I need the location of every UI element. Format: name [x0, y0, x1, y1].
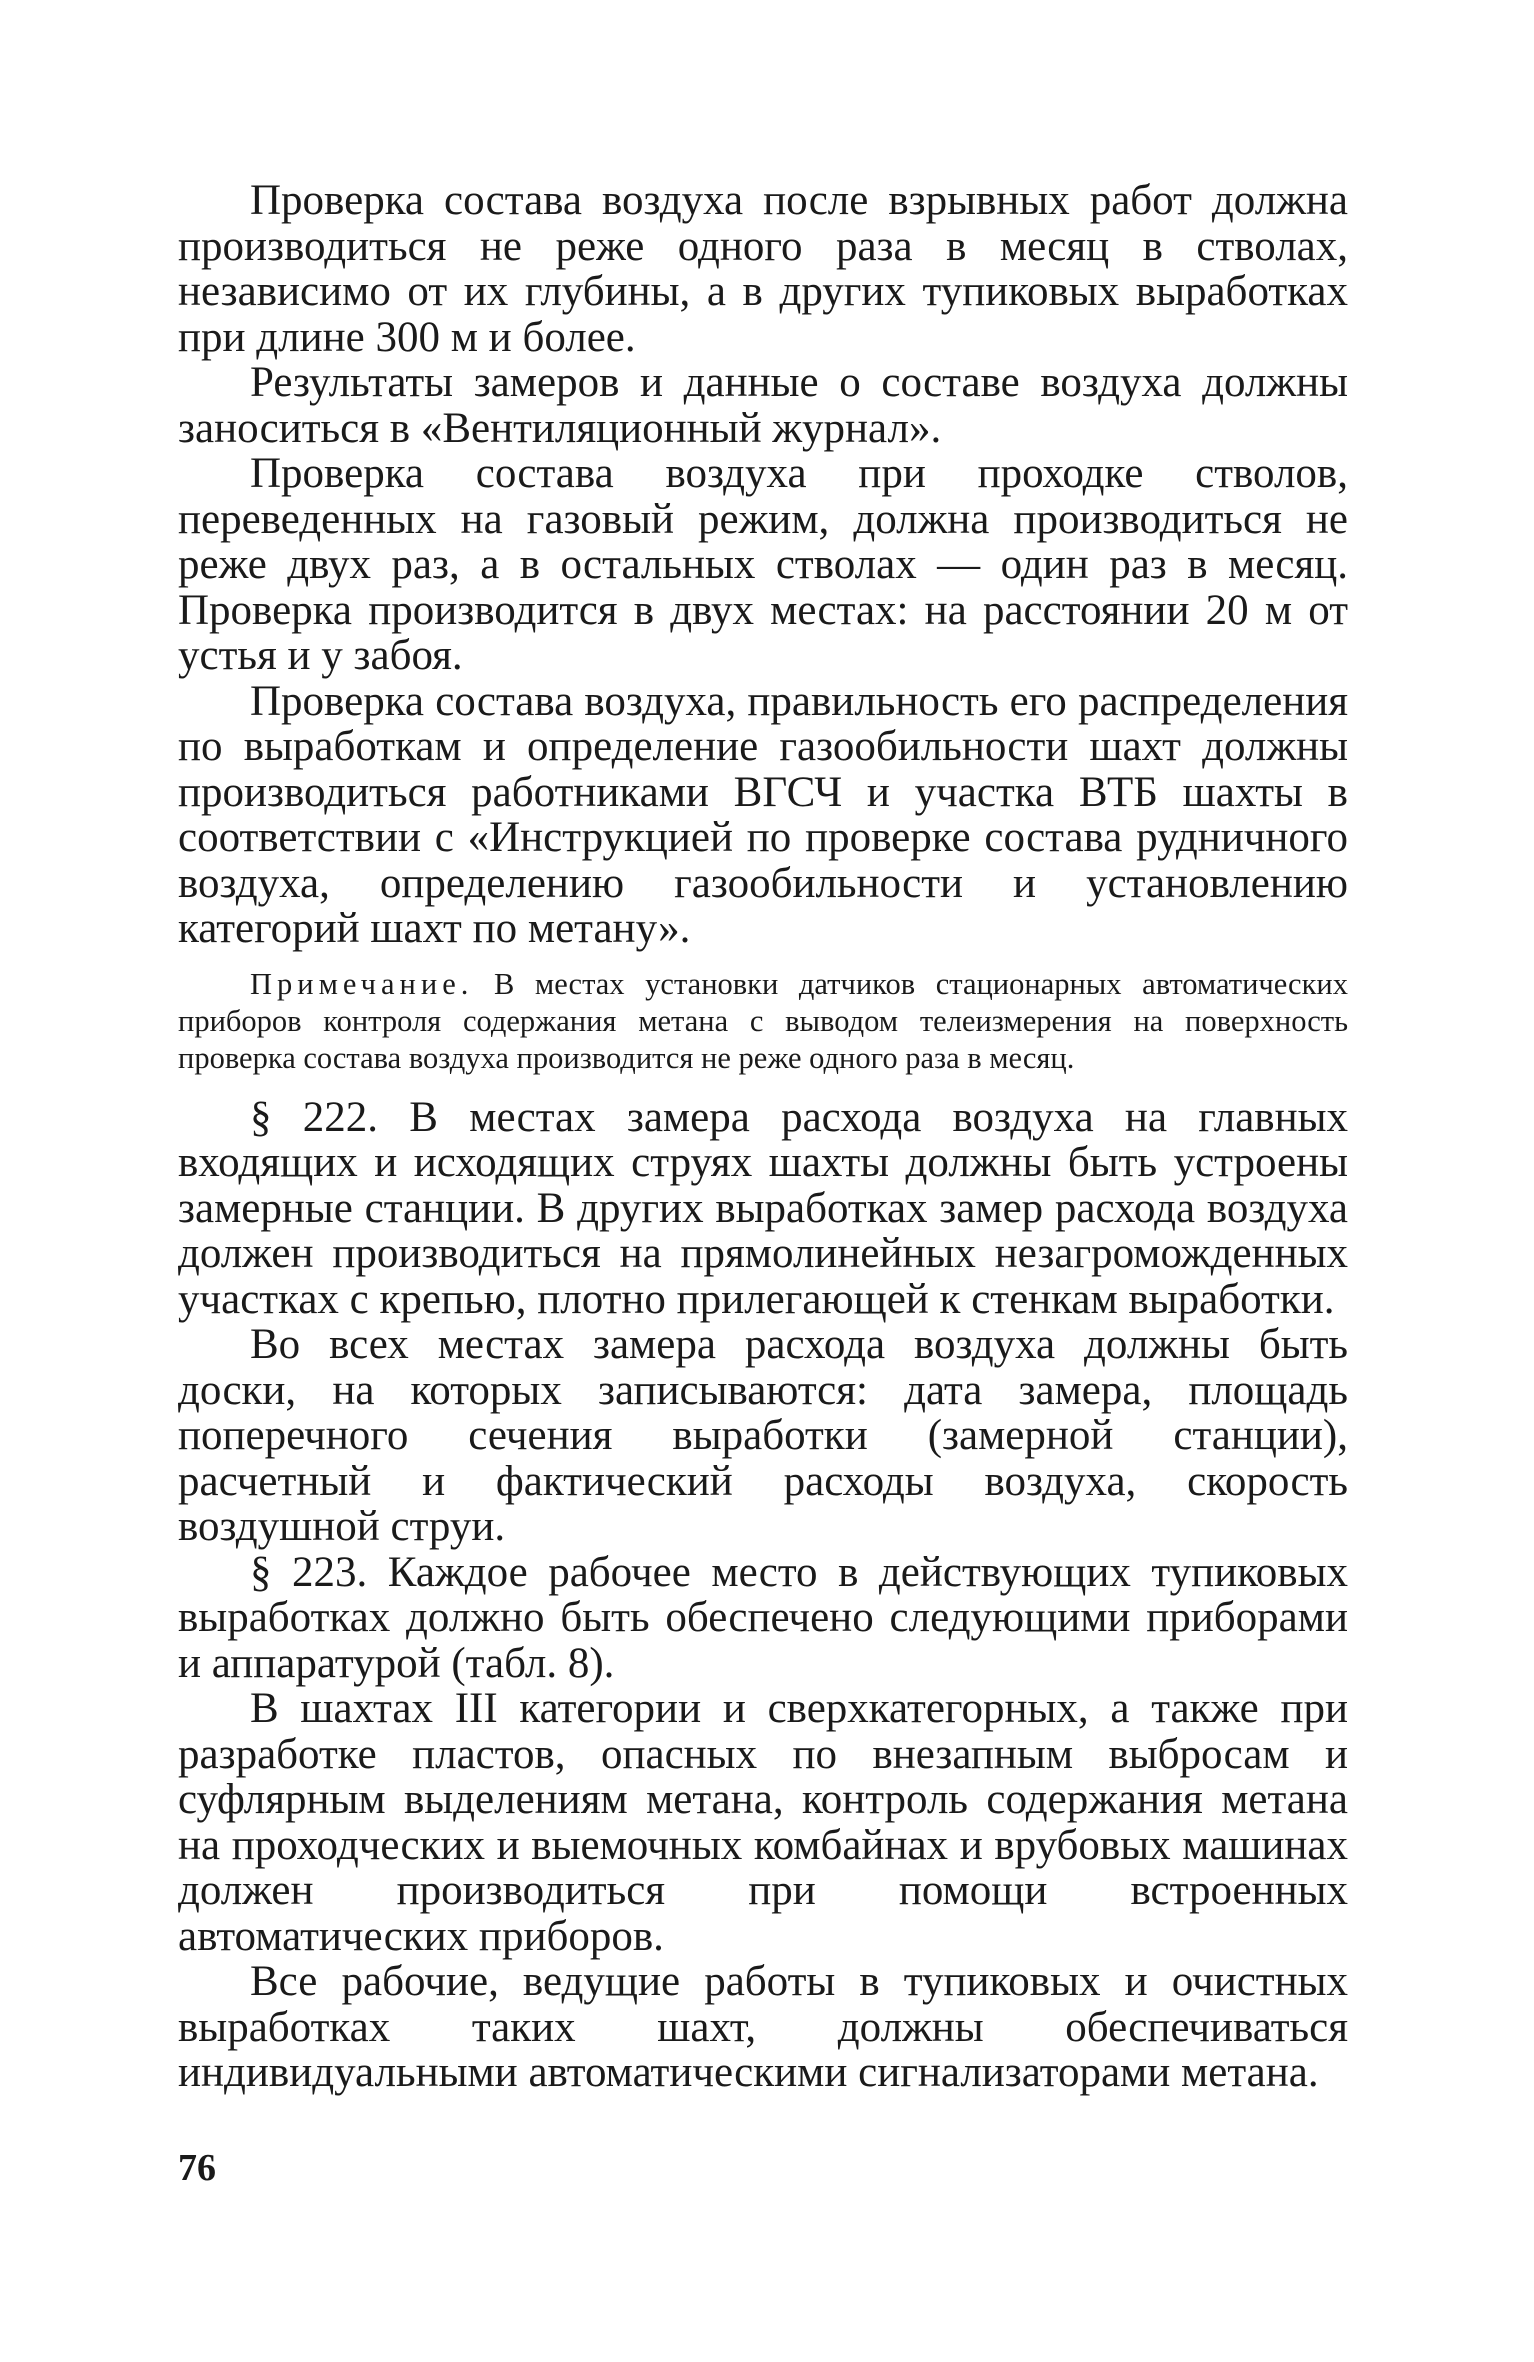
page-body [178, 178, 1348, 2096]
paragraph-measurement-results: Результаты замеров и данные о составе воздуха должны заноситься в «Вентиляционный журнал». [178, 359, 1348, 452]
paragraph-measurement-boards: Во всех местах замера расхода воздуха должны быть доски, на которых записываются: дата замера, площадь поперечного сечения выработки (замерной станции), расчетный и фактический расходы воздуха, скорость воздушной струи. [178, 1321, 1348, 1550]
note-label: Примечание. [250, 966, 474, 1001]
note [178, 966, 1348, 1077]
paragraph-section-222: § 222. В местах замера расхода воздуха на главных входящих и исходящих струях шахты должны быть устроены замерные станции. В других выработках замер расхода воздуха должен производиться на прямолинейных незагроможденных участках с крепью, плотно прилегающей к стенкам выработки. [178, 1093, 1348, 1323]
paragraph-individual-detectors: Все рабочие, ведущие работы в тупиковых и очистных выработках таких шахт, должны обеспечиваться индивидуальными автоматическими сигнализаторами метана. [178, 1958, 1348, 2096]
paragraph-vgsch-instruction: Проверка состава воздуха, правильность его распределения по выработкам и определение газообильности шахт должны производиться работниками ВГСЧ и участка ВТБ шахты в соответствии с «Инструкцией по проверке состава рудничного воздуха, определению газообильности и установлению категорий шахт по метану». [178, 677, 1348, 952]
paragraph-air-check-after-blasting: Проверка состава воздуха после взрывных работ должна производиться не реже одного раза в месяц в стволах, независимо от их глубины, а в других тупиковых выработках при длине 300 м и более. [178, 177, 1348, 361]
page-number: 76 [178, 2147, 216, 2189]
paragraph-section-223: § 223. Каждое рабочее место в действующих тупиковых выработках должно быть обеспечено следующими приборами и аппаратурой (табл. 8). [178, 1548, 1348, 1687]
paragraph-category-iii-mines: В шахтах III категории и сверхкатегорных, а также при разработке пластов, опасных по внезапным выбросам и суфлярным выделениям метана, контроль содержания метана на проходческих и выемочных комбайнах и врубовых машинах должен производиться при помощи встроенных автоматических приборов. [178, 1685, 1348, 1960]
note-text: В местах установки датчиков стационарных автоматических приборов контроля содержания метана с выводом телеизмерения на поверхность проверка состава воздуха производится не реже одного раза в месяц. [178, 966, 1348, 1075]
paragraph-shaft-sinking-check: Проверка состава воздуха при проходке стволов, переведенных на газовый режим, должна производиться не реже двух раз, а в остальных стволах — один раз в месяц. Проверка производится в двух местах: на расстоянии 20 м от устья и у забоя. [178, 450, 1348, 679]
